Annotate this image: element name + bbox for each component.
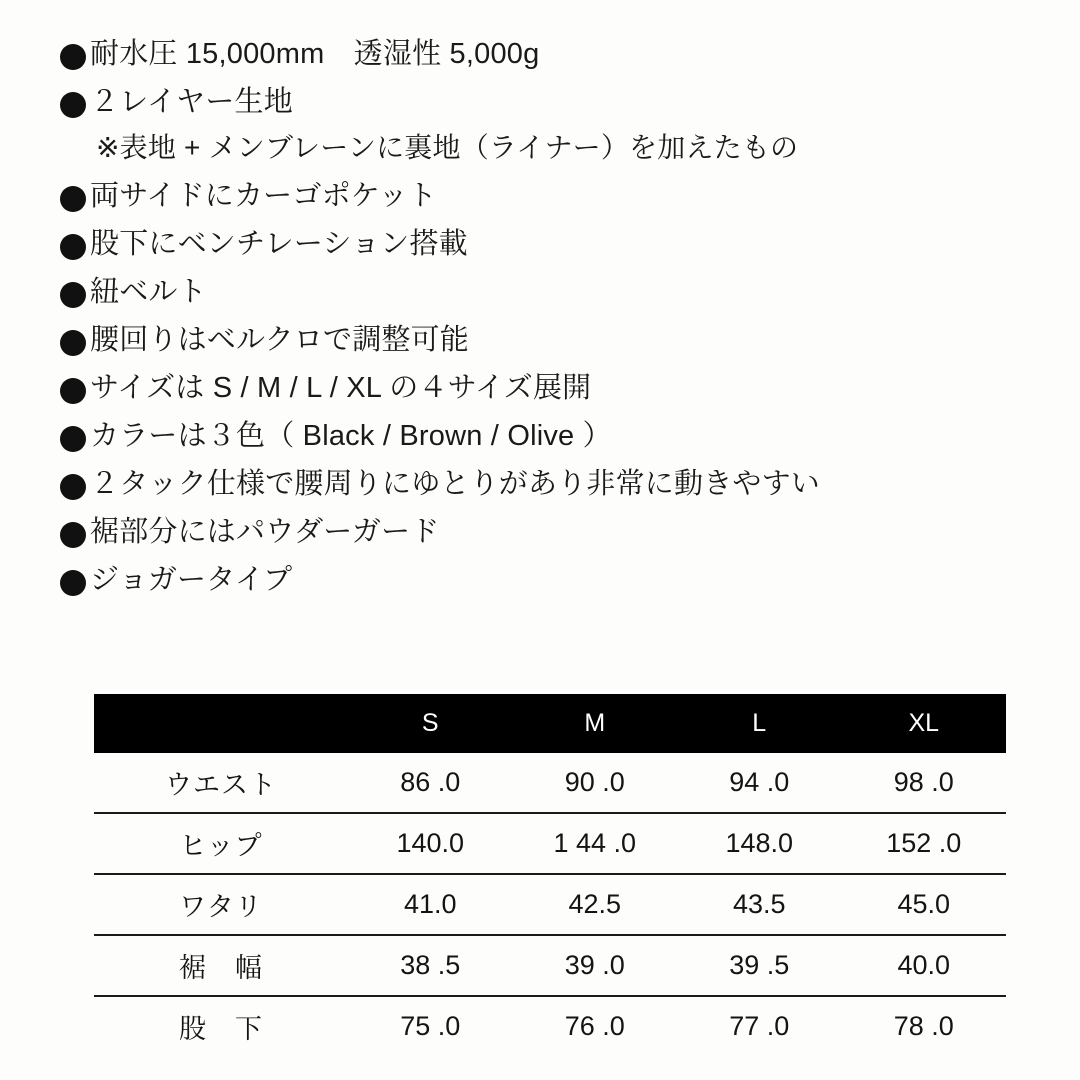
size-chart-cell: 77 .0 bbox=[729, 1011, 790, 1041]
feature-label: カラーは３色（ Black / Brown / Olive ） bbox=[90, 420, 612, 452]
feature-label: 耐水圧 15,000mm 透湿性 5,000g bbox=[90, 38, 540, 70]
feature-label: ジョガータイプ bbox=[90, 564, 293, 596]
bullet-icon bbox=[60, 234, 86, 260]
feature-label: ※表地 + メンブレーンに裏地（ライナー）を加えたもの bbox=[96, 132, 799, 163]
size-chart-cell: 38 .5 bbox=[348, 935, 513, 996]
size-chart-corner-cell bbox=[94, 694, 348, 753]
size-chart-column-header: M bbox=[513, 694, 678, 753]
feature-item bbox=[60, 518, 1020, 548]
size-chart-cell: 86 .0 bbox=[348, 753, 513, 813]
bullet-icon bbox=[60, 330, 86, 356]
table-row bbox=[94, 753, 1006, 813]
feature-item bbox=[60, 374, 1020, 404]
table-row bbox=[94, 813, 1006, 874]
bullet-icon bbox=[60, 92, 86, 118]
bullet-icon bbox=[60, 474, 86, 500]
bullet-icon bbox=[60, 44, 86, 70]
size-chart-cell: 1 44 .0 bbox=[513, 813, 678, 874]
table-row bbox=[94, 996, 1006, 1056]
size-chart-row-label: ウエスト bbox=[94, 753, 348, 813]
feature-item bbox=[96, 134, 1020, 162]
bullet-icon bbox=[60, 426, 86, 452]
size-chart-body bbox=[94, 753, 1006, 1056]
table-row bbox=[94, 874, 1006, 935]
feature-item bbox=[60, 88, 1020, 118]
size-chart-row-label: ワタリ bbox=[94, 874, 348, 935]
feature-item bbox=[60, 326, 1020, 356]
size-chart-header-row bbox=[94, 694, 1006, 753]
bullet-icon bbox=[60, 570, 86, 596]
feature-label: ２レイヤー生地 bbox=[90, 86, 293, 118]
size-chart-cell: 42.5 bbox=[513, 874, 678, 935]
size-chart-cell: 140.0 bbox=[348, 813, 513, 874]
feature-item bbox=[60, 40, 1020, 70]
feature-label: ２タック仕様で腰周りにゆとりがあり非常に動きやすい bbox=[90, 468, 821, 500]
bullet-icon bbox=[60, 186, 86, 212]
feature-label: 股下にベンチレーション搭載 bbox=[90, 228, 468, 260]
size-chart-cell: 40.0 bbox=[842, 935, 1007, 996]
feature-item bbox=[60, 182, 1020, 212]
size-chart-row-label: 裾 幅 bbox=[94, 935, 348, 996]
size-chart-cell: 98 .0 bbox=[842, 753, 1007, 813]
size-chart-cell: 152 .0 bbox=[842, 813, 1007, 874]
size-chart-cell: 76 .0 bbox=[564, 1011, 625, 1041]
bullet-icon bbox=[60, 282, 86, 308]
size-chart-cell: 90 .0 bbox=[513, 753, 678, 813]
size-chart-row-label: 股 下 bbox=[179, 1014, 263, 1044]
size-chart-cell: 78 .0 bbox=[893, 1011, 954, 1041]
size-chart-cell: 94 .0 bbox=[677, 753, 842, 813]
feature-item bbox=[60, 422, 1020, 452]
size-chart-cell: 148.0 bbox=[677, 813, 842, 874]
size-chart-cell: 39 .0 bbox=[513, 935, 678, 996]
size-chart-column-header: XL bbox=[842, 694, 1007, 753]
size-chart-cell: 43.5 bbox=[677, 874, 842, 935]
size-chart-cell: 45.0 bbox=[842, 874, 1007, 935]
feature-item bbox=[60, 566, 1020, 596]
size-chart-table bbox=[94, 694, 1006, 1056]
size-chart-column-header: L bbox=[677, 694, 842, 753]
feature-label: 両サイドにカーゴポケット bbox=[90, 180, 437, 212]
feature-item bbox=[60, 470, 1020, 500]
feature-label: 紐ベルト bbox=[90, 276, 207, 308]
feature-label: 裾部分にはパウダーガード bbox=[90, 516, 440, 548]
size-chart-head bbox=[94, 694, 1006, 753]
size-chart-cell: 75 .0 bbox=[400, 1011, 461, 1041]
size-chart-cell: 41.0 bbox=[348, 874, 513, 935]
bullet-icon bbox=[60, 522, 86, 548]
feature-label: サイズは S / M / L / XL の４サイズ展開 bbox=[90, 372, 592, 404]
feature-item bbox=[60, 230, 1020, 260]
size-chart-row-label: ヒップ bbox=[94, 813, 348, 874]
table-row bbox=[94, 935, 1006, 996]
feature-list bbox=[60, 40, 1020, 596]
size-chart-cell: 39 .5 bbox=[677, 935, 842, 996]
feature-label: 腰回りはベルクロで調整可能 bbox=[90, 324, 470, 356]
feature-item bbox=[60, 278, 1020, 308]
bullet-icon bbox=[60, 378, 86, 404]
size-chart-column-header: S bbox=[348, 694, 513, 753]
